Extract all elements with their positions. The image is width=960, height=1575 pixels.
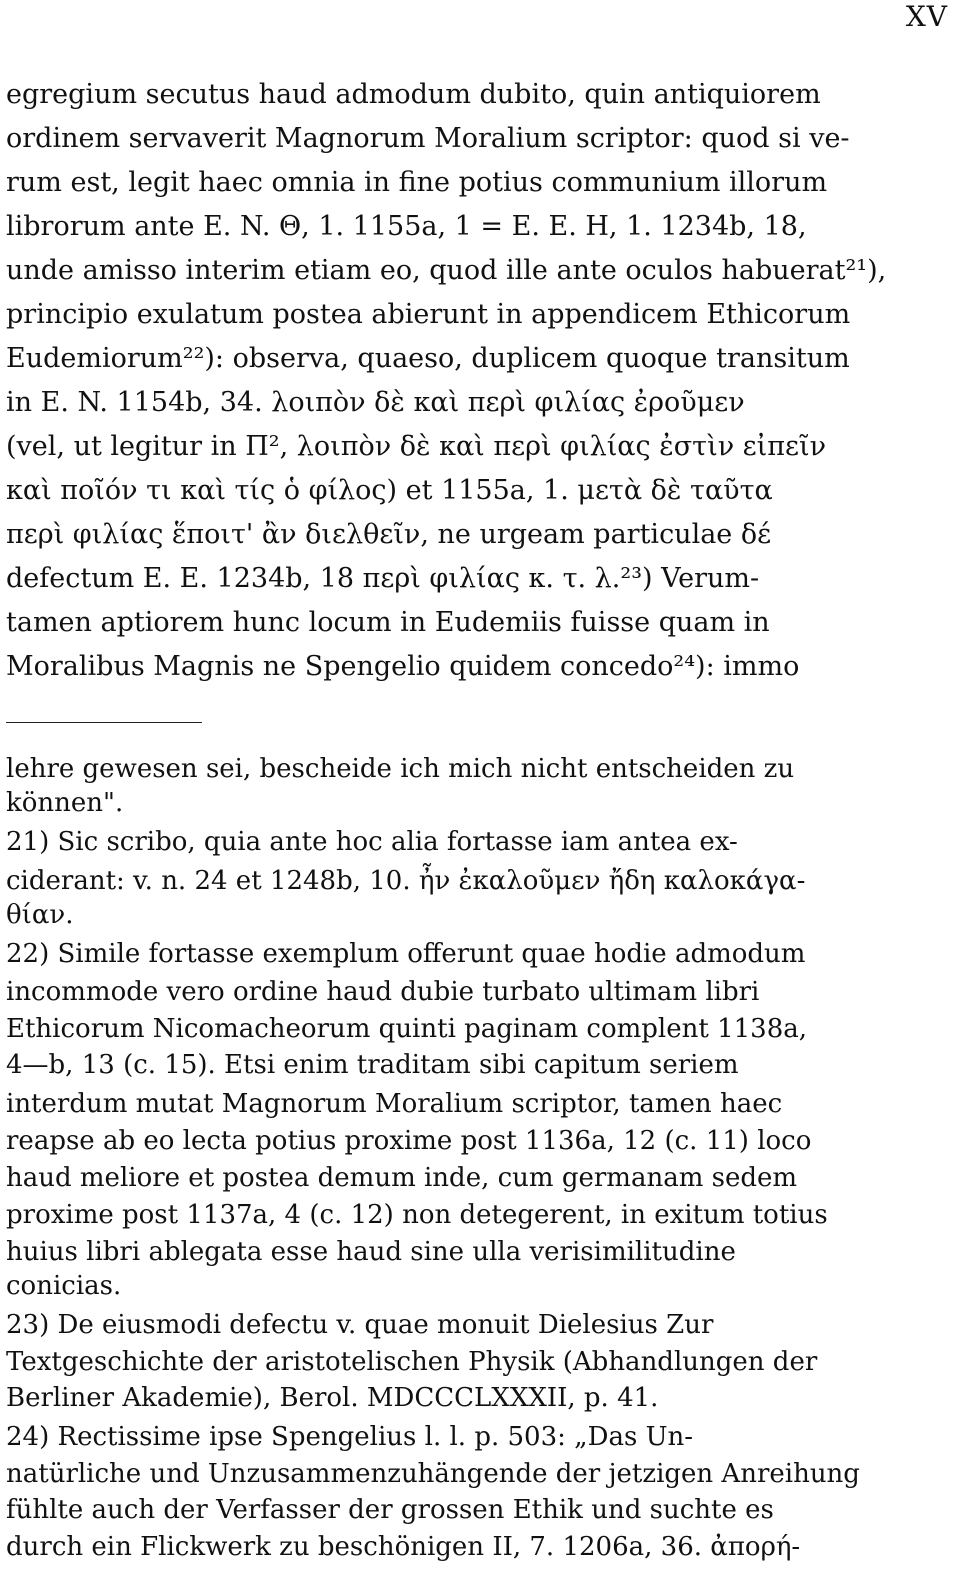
footnote-21: 21) Sic scribo, quia ante hoc alia fortasse iam antea ex- — [6, 827, 738, 857]
footnote-line: Ethicorum Nicomacheorum quinti paginam complent 1138a, — [6, 1014, 808, 1044]
footnote-line: durch ein Flickwerk zu beschönigen II, 7. 1206a, 36. ἀπορή- — [6, 1532, 801, 1562]
page-number-header: XV — [905, 0, 948, 33]
footnote-line: interdum mutat Magnorum Moralium scriptor, tamen haec — [6, 1089, 783, 1119]
body-line: περὶ φιλίας ἕποιτ' ἂν διελθεῖν, ne urgeam particulae δέ — [6, 519, 772, 550]
footnote-line: Berliner Akademie), Berol. MDCCCLXXXII, p. 41. — [6, 1383, 659, 1413]
body-line: καὶ ποῖόν τι καὶ τίς ὁ φίλος) et 1155a, 1. μετὰ δὲ ταῦτα — [6, 475, 773, 506]
footnote-line: natürliche und Unzusammenzuhängende der jetzigen Anreihung — [6, 1459, 860, 1489]
footnote-line: haud meliore et postea demum inde, cum germanam sedem — [6, 1163, 798, 1193]
body-line: unde amisso interim etiam eo, quod ille ante oculos habuerat²¹), — [6, 255, 887, 286]
footnote-line: Textgeschichte der aristotelischen Physik (Abhandlungen der — [6, 1347, 818, 1377]
body-line: defectum E. E. 1234b, 18 περὶ φιλίας κ. τ. λ.²³) Verum- — [6, 563, 760, 594]
footnote-24: 24) Rectissime ipse Spengelius l. l. p. 503: „Das Un- — [6, 1422, 694, 1452]
footnote-line: incommode vero ordine haud dubie turbato ultimam libri — [6, 977, 760, 1007]
footnote-line: θίαν. — [6, 900, 74, 930]
body-line: ordinem servaverit Magnorum Moralium scriptor: quod si ve- — [6, 123, 850, 154]
body-line: Eudemiorum²²): observa, quaeso, duplicem quoque transitum — [6, 343, 850, 374]
body-line: principio exulatum postea abierunt in appendicem Ethicorum — [6, 299, 851, 330]
footnote-line: ciderant: v. n. 24 et 1248b, 10. ἦν ἐκαλοῦμεν ἤδη καλοκάγα- — [6, 866, 806, 896]
footnote-line: huius libri ablegata esse haud sine ulla verisimilitudine — [6, 1237, 736, 1267]
footnote-line: 4—b, 13 (c. 15). Etsi enim traditam sibi capitum seriem — [6, 1050, 739, 1080]
footnote-line: proxime post 1137a, 4 (c. 12) non detegerent, in exitum totius — [6, 1200, 828, 1230]
body-line: tamen aptiorem hunc locum in Eudemiis fuisse quam in — [6, 607, 770, 638]
footnote-line: fühlte auch der Verfasser der grossen Ethik und suchte es — [6, 1495, 774, 1525]
footnote-line: conicias. — [6, 1271, 122, 1301]
footnote-line: können". — [6, 788, 124, 818]
footnote-line: lehre gewesen sei, bescheide ich mich nicht entscheiden zu — [6, 754, 795, 784]
footnote-23: 23) De eiusmodi defectu v. quae monuit Dielesius Zur — [6, 1310, 714, 1340]
footnote-separator-rule — [6, 722, 202, 723]
body-line: Moralibus Magnis ne Spengelio quidem concedo²⁴): immo — [6, 651, 800, 682]
body-line: librorum ante E. N. Θ, 1. 1155a, 1 = E. E. H, 1. 1234b, 18, — [6, 211, 807, 242]
body-line: rum est, legit haec omnia in fine potius communium illorum — [6, 167, 828, 198]
body-line: in E. N. 1154b, 34. λοιπὸν δὲ καὶ περὶ φιλίας ἐροῦμεν — [6, 387, 745, 418]
footnote-line: reapse ab eo lecta potius proxime post 1136a, 12 (c. 11) loco — [6, 1126, 812, 1156]
body-line: egregium secutus haud admodum dubito, quin antiquiorem — [6, 79, 821, 110]
footnote-22: 22) Simile fortasse exemplum offerunt quae hodie admodum — [6, 939, 806, 969]
body-line: (vel, ut legitur in Π², λοιπὸν δὲ καὶ περὶ φιλίας ἐστὶν εἰπεῖν — [6, 431, 826, 462]
